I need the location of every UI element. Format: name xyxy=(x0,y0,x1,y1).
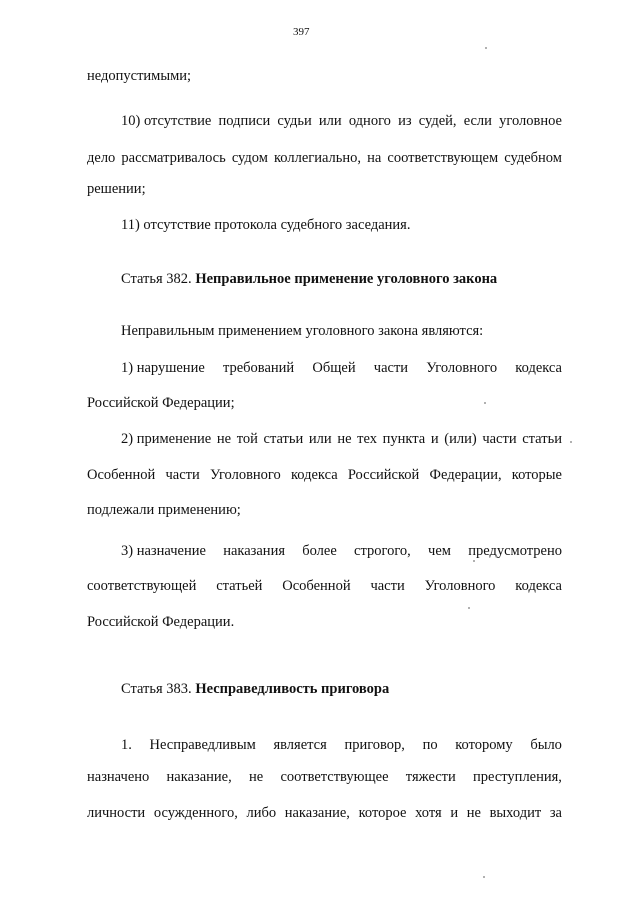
scan-speck xyxy=(484,402,486,404)
word: (или) xyxy=(444,431,477,447)
word: не xyxy=(466,805,481,821)
word: статьи xyxy=(522,431,562,447)
text-line xyxy=(87,466,562,484)
word: на xyxy=(367,150,382,166)
text-line xyxy=(87,768,562,786)
word: не xyxy=(249,769,264,785)
word: приговор, xyxy=(344,737,405,753)
word: осужденного, xyxy=(153,805,238,821)
scan-speck xyxy=(485,47,487,49)
word: назначено xyxy=(87,769,150,785)
word: части xyxy=(165,467,200,483)
word: хотя xyxy=(415,805,442,821)
word: Уголовного xyxy=(424,578,496,594)
page-number: 397 xyxy=(293,26,310,38)
word: из xyxy=(398,113,412,129)
word: 1) нарушение xyxy=(121,360,205,376)
word: тяжести xyxy=(405,769,456,785)
word: части xyxy=(370,578,405,594)
text-line xyxy=(87,149,562,167)
word: которые xyxy=(511,467,562,483)
text-line: подлежали применению; xyxy=(87,502,241,518)
scan-speck xyxy=(483,876,485,878)
word: если xyxy=(463,113,492,129)
word: подписи xyxy=(218,113,271,129)
word: более xyxy=(302,543,337,559)
article-title: Несправедливость приговора xyxy=(195,681,390,697)
word: соответствующем xyxy=(387,150,499,166)
word: 3) назначение xyxy=(121,543,206,559)
word: 2) применение xyxy=(121,431,212,447)
word: или xyxy=(308,431,332,447)
word: 10) отсутствие xyxy=(121,113,212,129)
word: преступления, xyxy=(473,769,562,785)
word: было xyxy=(530,737,562,753)
text-line xyxy=(121,112,562,130)
text-line: Неправильным применением уголовного закона являются: xyxy=(121,323,484,339)
text-line xyxy=(87,804,562,822)
word: наказания xyxy=(223,543,285,559)
word: либо xyxy=(246,805,277,821)
text-line xyxy=(121,430,562,448)
text-line xyxy=(87,577,562,595)
text-line xyxy=(121,542,562,560)
word: Особенной xyxy=(282,578,351,594)
scan-speck xyxy=(570,441,572,443)
scan-speck xyxy=(473,560,475,562)
word: Уголовного xyxy=(209,467,281,483)
word: наказание, xyxy=(284,805,350,821)
article-heading xyxy=(121,270,497,288)
word: Несправедливым xyxy=(149,737,256,753)
article-heading xyxy=(121,680,389,698)
word: является xyxy=(273,737,327,753)
word: личности xyxy=(87,805,146,821)
word: выходит xyxy=(489,805,542,821)
word: тех xyxy=(357,431,377,447)
word: которому xyxy=(455,737,513,753)
word: Уголовного xyxy=(426,360,498,376)
text-line xyxy=(121,736,562,754)
word: Российской xyxy=(347,467,420,483)
word: уголовное xyxy=(499,113,562,129)
word: соответствующей xyxy=(87,578,197,594)
word: кодекса xyxy=(515,360,562,376)
text-line: Российской Федерации. xyxy=(87,614,235,630)
word: за xyxy=(549,805,562,821)
article-title: Неправильное применение уголовного закона xyxy=(195,271,498,287)
word: рассматривалось xyxy=(121,150,226,166)
word: не xyxy=(337,431,352,447)
text-line: недопустимыми; xyxy=(87,68,192,84)
word: судебном xyxy=(504,150,562,166)
word: той xyxy=(236,431,258,447)
text-line: Российской Федерации; xyxy=(87,395,235,411)
text-line: 11) отсутствие протокола судебного заседания. xyxy=(121,217,411,233)
word: части xyxy=(373,360,409,376)
word: соответствующее xyxy=(280,769,389,785)
word: и xyxy=(430,431,439,447)
scan-speck xyxy=(468,607,470,609)
word: судей, xyxy=(418,113,457,129)
word: кодекса xyxy=(290,467,338,483)
word: дело xyxy=(87,150,116,166)
article-number: Статья 382. xyxy=(121,271,196,287)
word: пункта xyxy=(382,431,426,447)
word: статьи xyxy=(263,431,304,447)
article-number: Статья 383. xyxy=(121,681,196,697)
word: Общей xyxy=(312,360,356,376)
word: и xyxy=(450,805,459,821)
word: строгого, xyxy=(354,543,411,559)
word: Федерации, xyxy=(429,467,502,483)
word: 1. xyxy=(121,737,132,753)
text-line xyxy=(121,359,562,377)
word: чем xyxy=(428,543,451,559)
word: или xyxy=(318,113,342,129)
word: Особенной xyxy=(87,467,156,483)
word: предусмотрено xyxy=(468,543,562,559)
word: одного xyxy=(348,113,391,129)
word: судом xyxy=(231,150,268,166)
word: наказание, xyxy=(166,769,232,785)
word: части xyxy=(482,431,517,447)
word: кодекса xyxy=(515,578,562,594)
word: судьи xyxy=(277,113,312,129)
word: статьей xyxy=(216,578,263,594)
word: не xyxy=(216,431,232,447)
word: требований xyxy=(222,360,295,376)
text-line: решении; xyxy=(87,181,146,197)
word: коллегиально, xyxy=(274,150,362,166)
word: которое xyxy=(358,805,407,821)
word: по xyxy=(422,737,438,753)
